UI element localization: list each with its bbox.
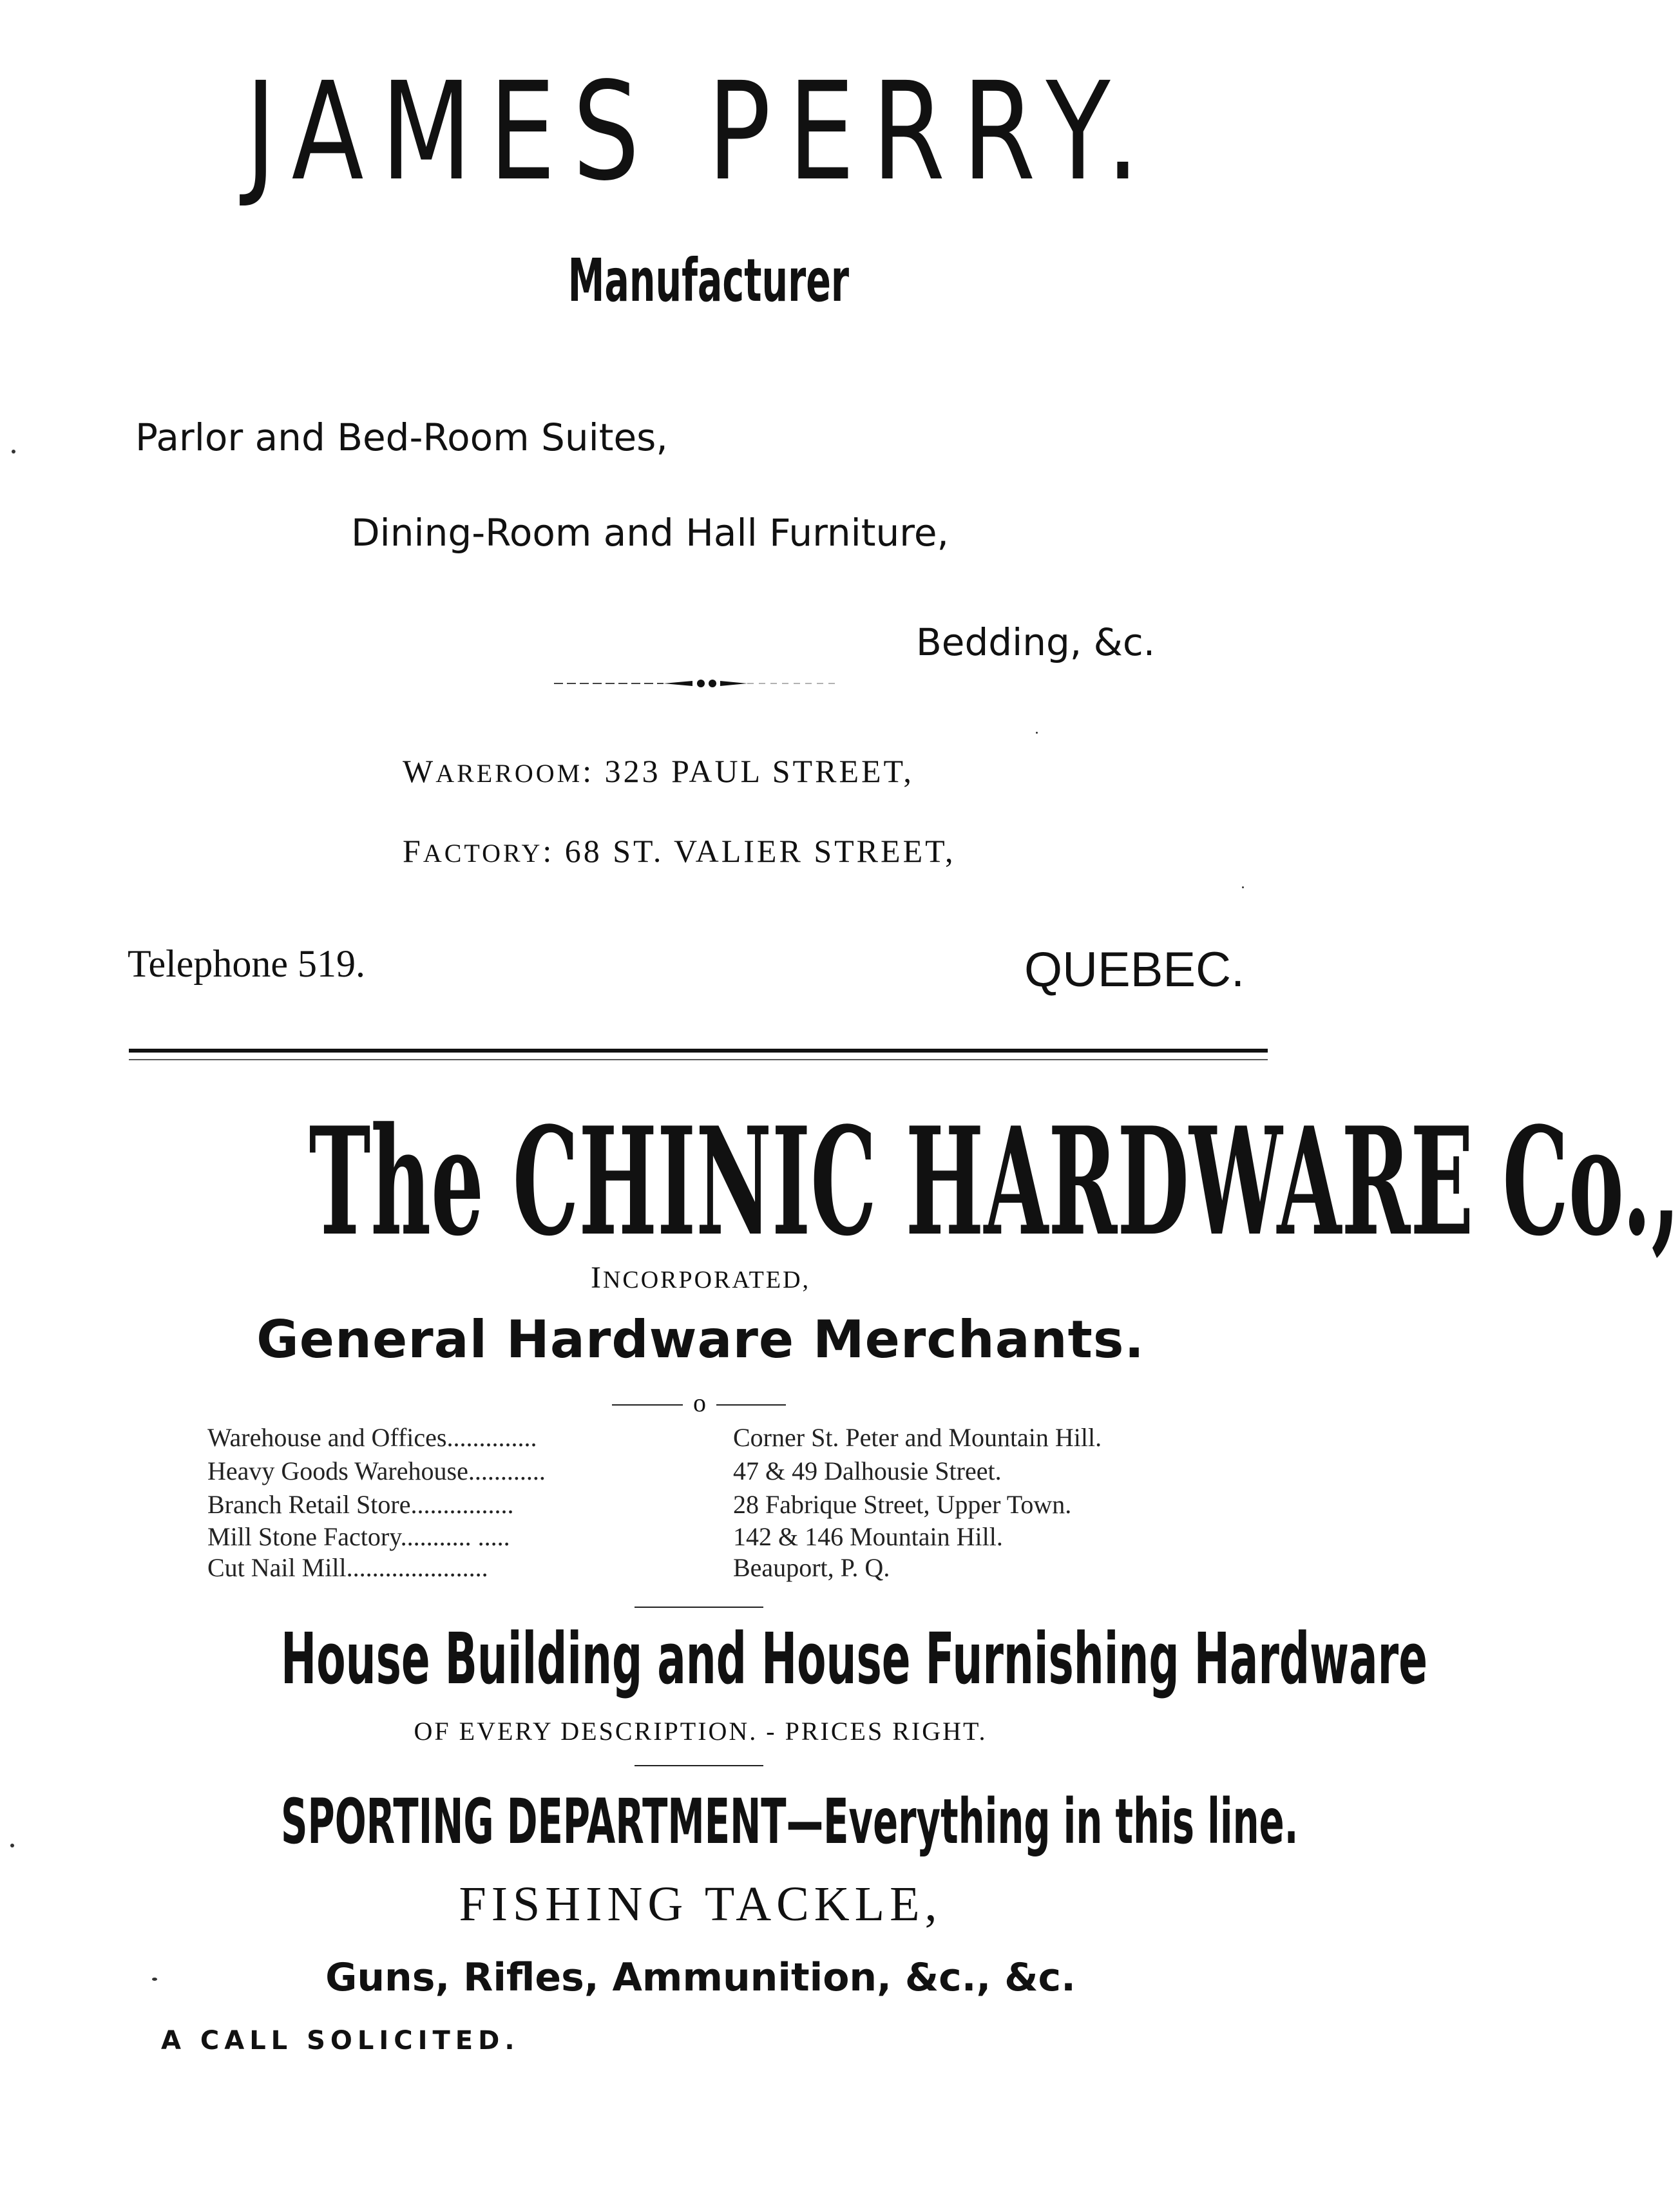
merchants-line: General Hardware Merchants. [256,1310,1145,1369]
factory-line [403,835,955,867]
short-rule [635,1607,763,1608]
incorporated-cap: I [590,1261,603,1295]
factory-label: ACTORY [423,839,543,868]
perry-city: QUEBEC. [1024,942,1245,997]
wareroom-label: AREROOM [435,759,583,788]
o-divider [612,1388,786,1417]
o-divider-left-rule [612,1404,683,1406]
call-solicited: A CALL SOLICITED. [161,2026,520,2056]
location-place: Beauport, P. Q. [733,1553,890,1582]
o-divider-mark: o [693,1388,706,1417]
ornament-divider [554,679,837,688]
wareroom-line [403,755,914,787]
sporting-heading: SPORTING DEPARTMENT—Everything in this line. [281,1786,1299,1858]
location-place: Corner St. Peter and Mountain Hill. [733,1423,1102,1452]
location-leader: ........... ..... [400,1522,510,1551]
location-leader: ............ [468,1456,546,1485]
location-row [207,1425,537,1451]
chinic-heading: The CHINIC HARDWARE Co., [309,1095,1680,1269]
location-label: Mill Stone Factory [207,1522,401,1551]
location-row [207,1524,510,1550]
location-label: Branch Retail Store [207,1490,411,1519]
location-label: Heavy Goods Warehouse [207,1456,468,1485]
location-row [207,1458,546,1484]
every-description-line: OF EVERY DESCRIPTION. - PRICES RIGHT. [414,1717,988,1746]
perry-line-2: Dining-Room and Hall Furniture, [351,511,949,555]
location-label: Cut Nail Mill [207,1553,347,1582]
perry-subtitle: Manufacturer [568,246,850,315]
guns-line: Guns, Rifles, Ammunition, &c., &c. [325,1955,1076,2000]
factory-cap: F [403,833,423,869]
location-label: Warehouse and Offices [207,1423,447,1452]
print-speck [1036,732,1038,734]
factory-address: : 68 ST. VALIER STREET, [542,833,956,869]
house-building-heading: House Building and House Furnishing Hardware [281,1617,1427,1700]
print-speck [12,450,15,453]
location-row [207,1555,488,1581]
print-speck [10,1844,14,1847]
perry-heading: JAMES PERRY. [245,53,1157,211]
location-leader: ...................... [346,1553,488,1582]
short-rule [635,1765,763,1766]
fishing-line: FISHING TACKLE, [459,1877,942,1931]
wareroom-address: : 323 PAUL STREET, [582,753,914,789]
perry-telephone: Telephone 519. [128,942,366,985]
section-divider-thin [129,1059,1268,1060]
location-place: 142 & 146 Mountain Hill. [733,1522,1003,1551]
print-speck [1242,886,1244,888]
location-leader: ................ [410,1490,514,1519]
location-place: 28 Fabrique Street, Upper Town. [733,1490,1072,1519]
wareroom-cap: W [403,753,436,789]
perry-line-1: Parlor and Bed-Room Suites, [135,415,668,459]
incorporated-line [0,1263,1401,1293]
location-row [207,1492,513,1518]
section-divider-thick [129,1049,1268,1053]
location-place: 47 & 49 Dalhousie Street. [733,1456,1002,1485]
incorporated-label: NCORPORATED, [602,1266,811,1293]
perry-line-3: Bedding, &c. [916,620,1156,664]
print-speck [152,1978,157,1981]
o-divider-right-rule [716,1404,786,1406]
location-leader: .............. [446,1423,537,1452]
